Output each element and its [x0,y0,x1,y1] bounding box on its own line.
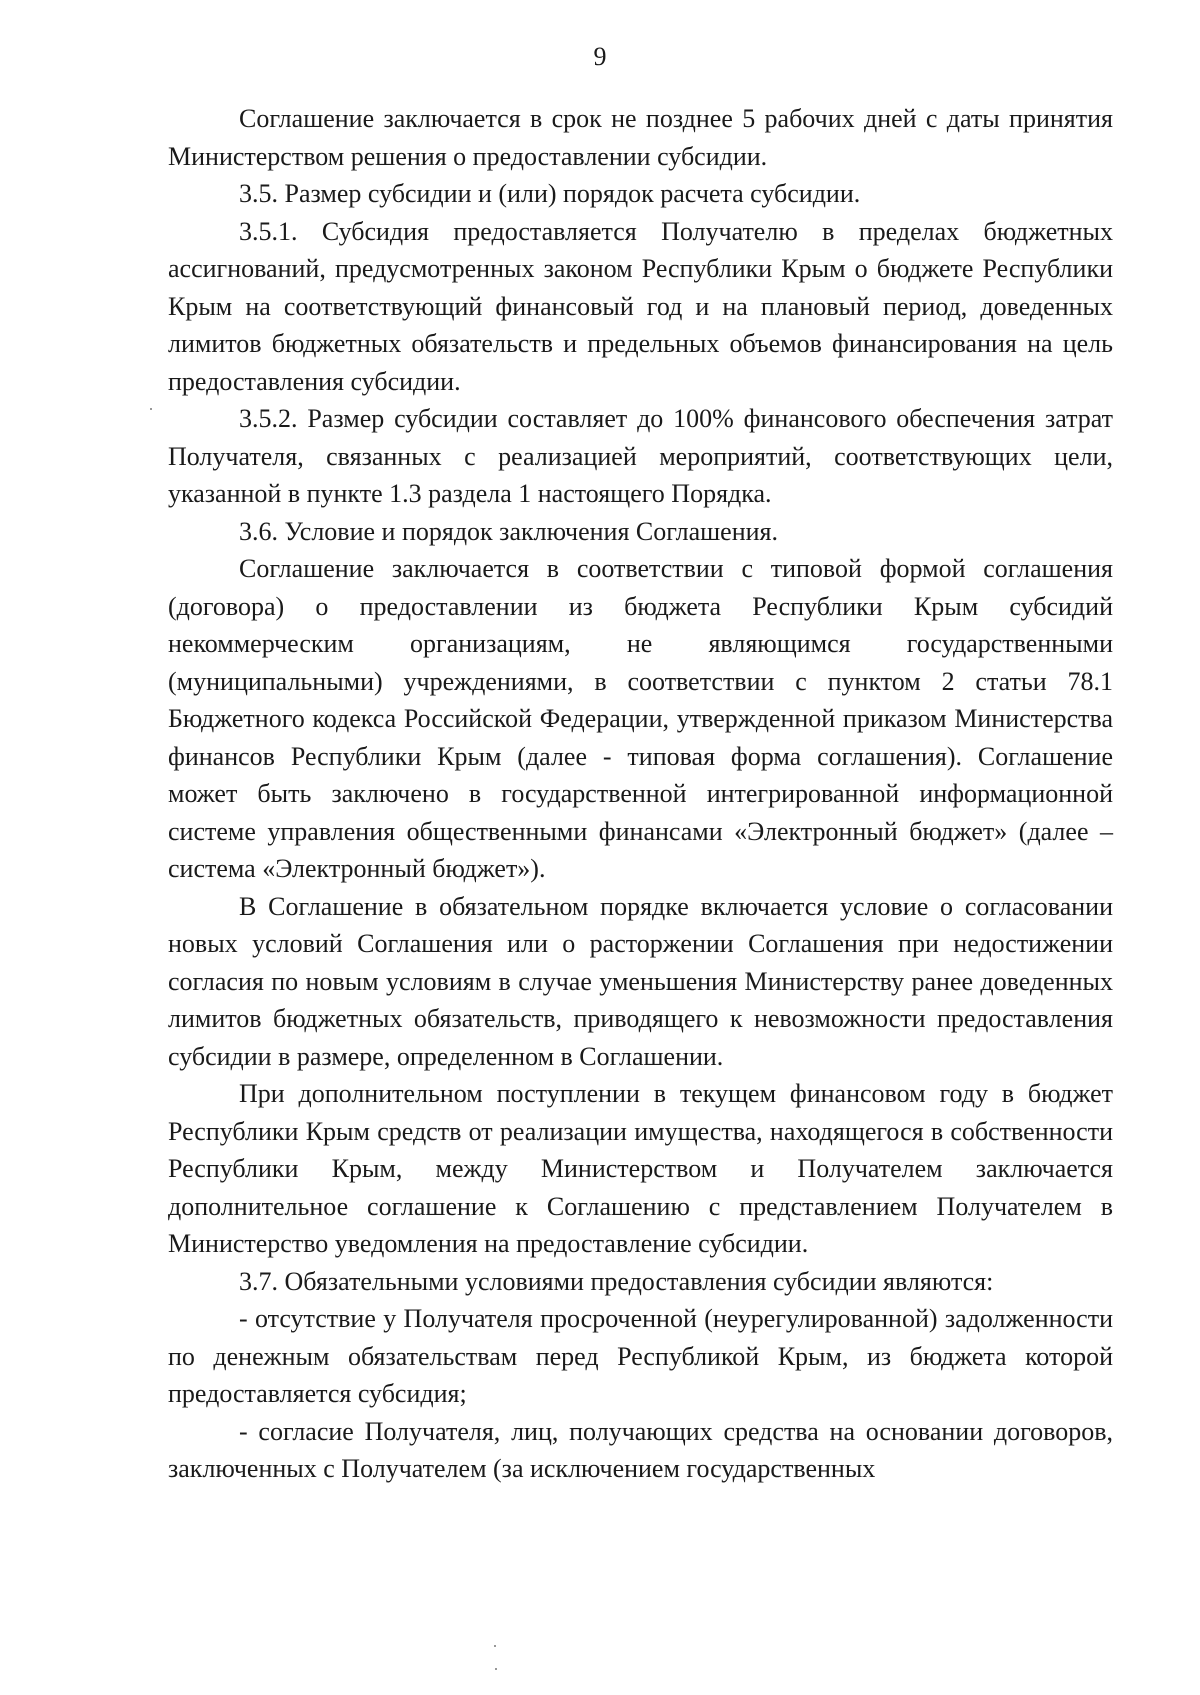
list-item-no-debt: - отсутствие у Получателя просроченной (неурегулированной) задолженности по денежным обязательствам перед Республикой Крым, из бюджета которой предоставляется субсидия; [168,1304,1113,1408]
paragraph-3-6-heading: 3.6. Условие и порядок заключения Соглашения. [239,516,778,546]
paragraph-3-5-heading: 3.5. Размер субсидии и (или) порядок расчета субсидии. [239,179,861,208]
scan-speck [494,1645,496,1647]
document-body [168,100,1113,1488]
page-number: 9 [593,42,607,71]
paragraph-3-7-heading: 3.7. Обязательными условиями предоставления субсидии являются: [239,1266,994,1296]
paragraph-additional-agreement: При дополнительном поступлении в текущем финансовом году в бюджет Республики Крым средств от реализации имущества, находящегося в собственности Республики Крым, между Министерством и Получателем заключается дополнительное соглашение к Соглашению с представлением Получателем в Министерство уведомления на предоставление субсидии. [168,1079,1113,1258]
scan-speck [150,408,152,410]
paragraph-3-5-2: 3.5.2. Размер субсидии составляет до 100% финансового обеспечения затрат Получателя, связанных с реализацией мероприятий, соответствующих цели, указанной в пункте 1.3 раздела 1 настоящего Порядка. [168,404,1113,508]
paragraph-mandatory-condition: В Соглашение в обязательном порядке включается условие о согласовании новых условий Соглашения или о расторжении Соглашения при недостижении согласия по новым условиям в случае уменьшения Министерству ранее доведенных лимитов бюджетных обязательств, приводящего к невозможности предоставления субсидии в размере, определенном в Соглашении. [168,891,1113,1071]
paragraph-standard-form: Соглашение заключается в соответствии с типовой формой соглашения (договора) о предоставлении из бюджета Республики Крым субсидий некоммерческим организациям, не являющимся государственными (муниципальными) учреждениями, в соответствии с пунктом 2 статьи 78.1 Бюджетного кодекса Российской Федерации, утвержденной приказом Министерства финансов Республики Крым (далее - типовая форма соглашения). Соглашение может быть заключено в государственной интегрированной информационной системе управления общественными финансами «Электронный бюджет» (далее – система «Электронный бюджет»). [168,554,1113,883]
paragraph-3-5-1: 3.5.1. Субсидия предоставляется Получателю в пределах бюджетных ассигнований, предусмотренных законом Республики Крым о бюджете Республики Крым на соответствующий финансовый год и на плановый период, доведенных лимитов бюджетных обязательств и предельных объемов финансирования на цель предоставления субсидии. [168,216,1113,396]
paragraph-agreement-deadline: Соглашение заключается в срок не позднее 5 рабочих дней с даты принятия Министерством решения о предоставлении субсидии. [168,104,1113,171]
list-item-recipient-consent: - согласие Получателя, лиц, получающих средства на основании договоров, заключенных с Получателем (за исключением государственных [168,1416,1113,1483]
scan-speck [495,1668,497,1670]
